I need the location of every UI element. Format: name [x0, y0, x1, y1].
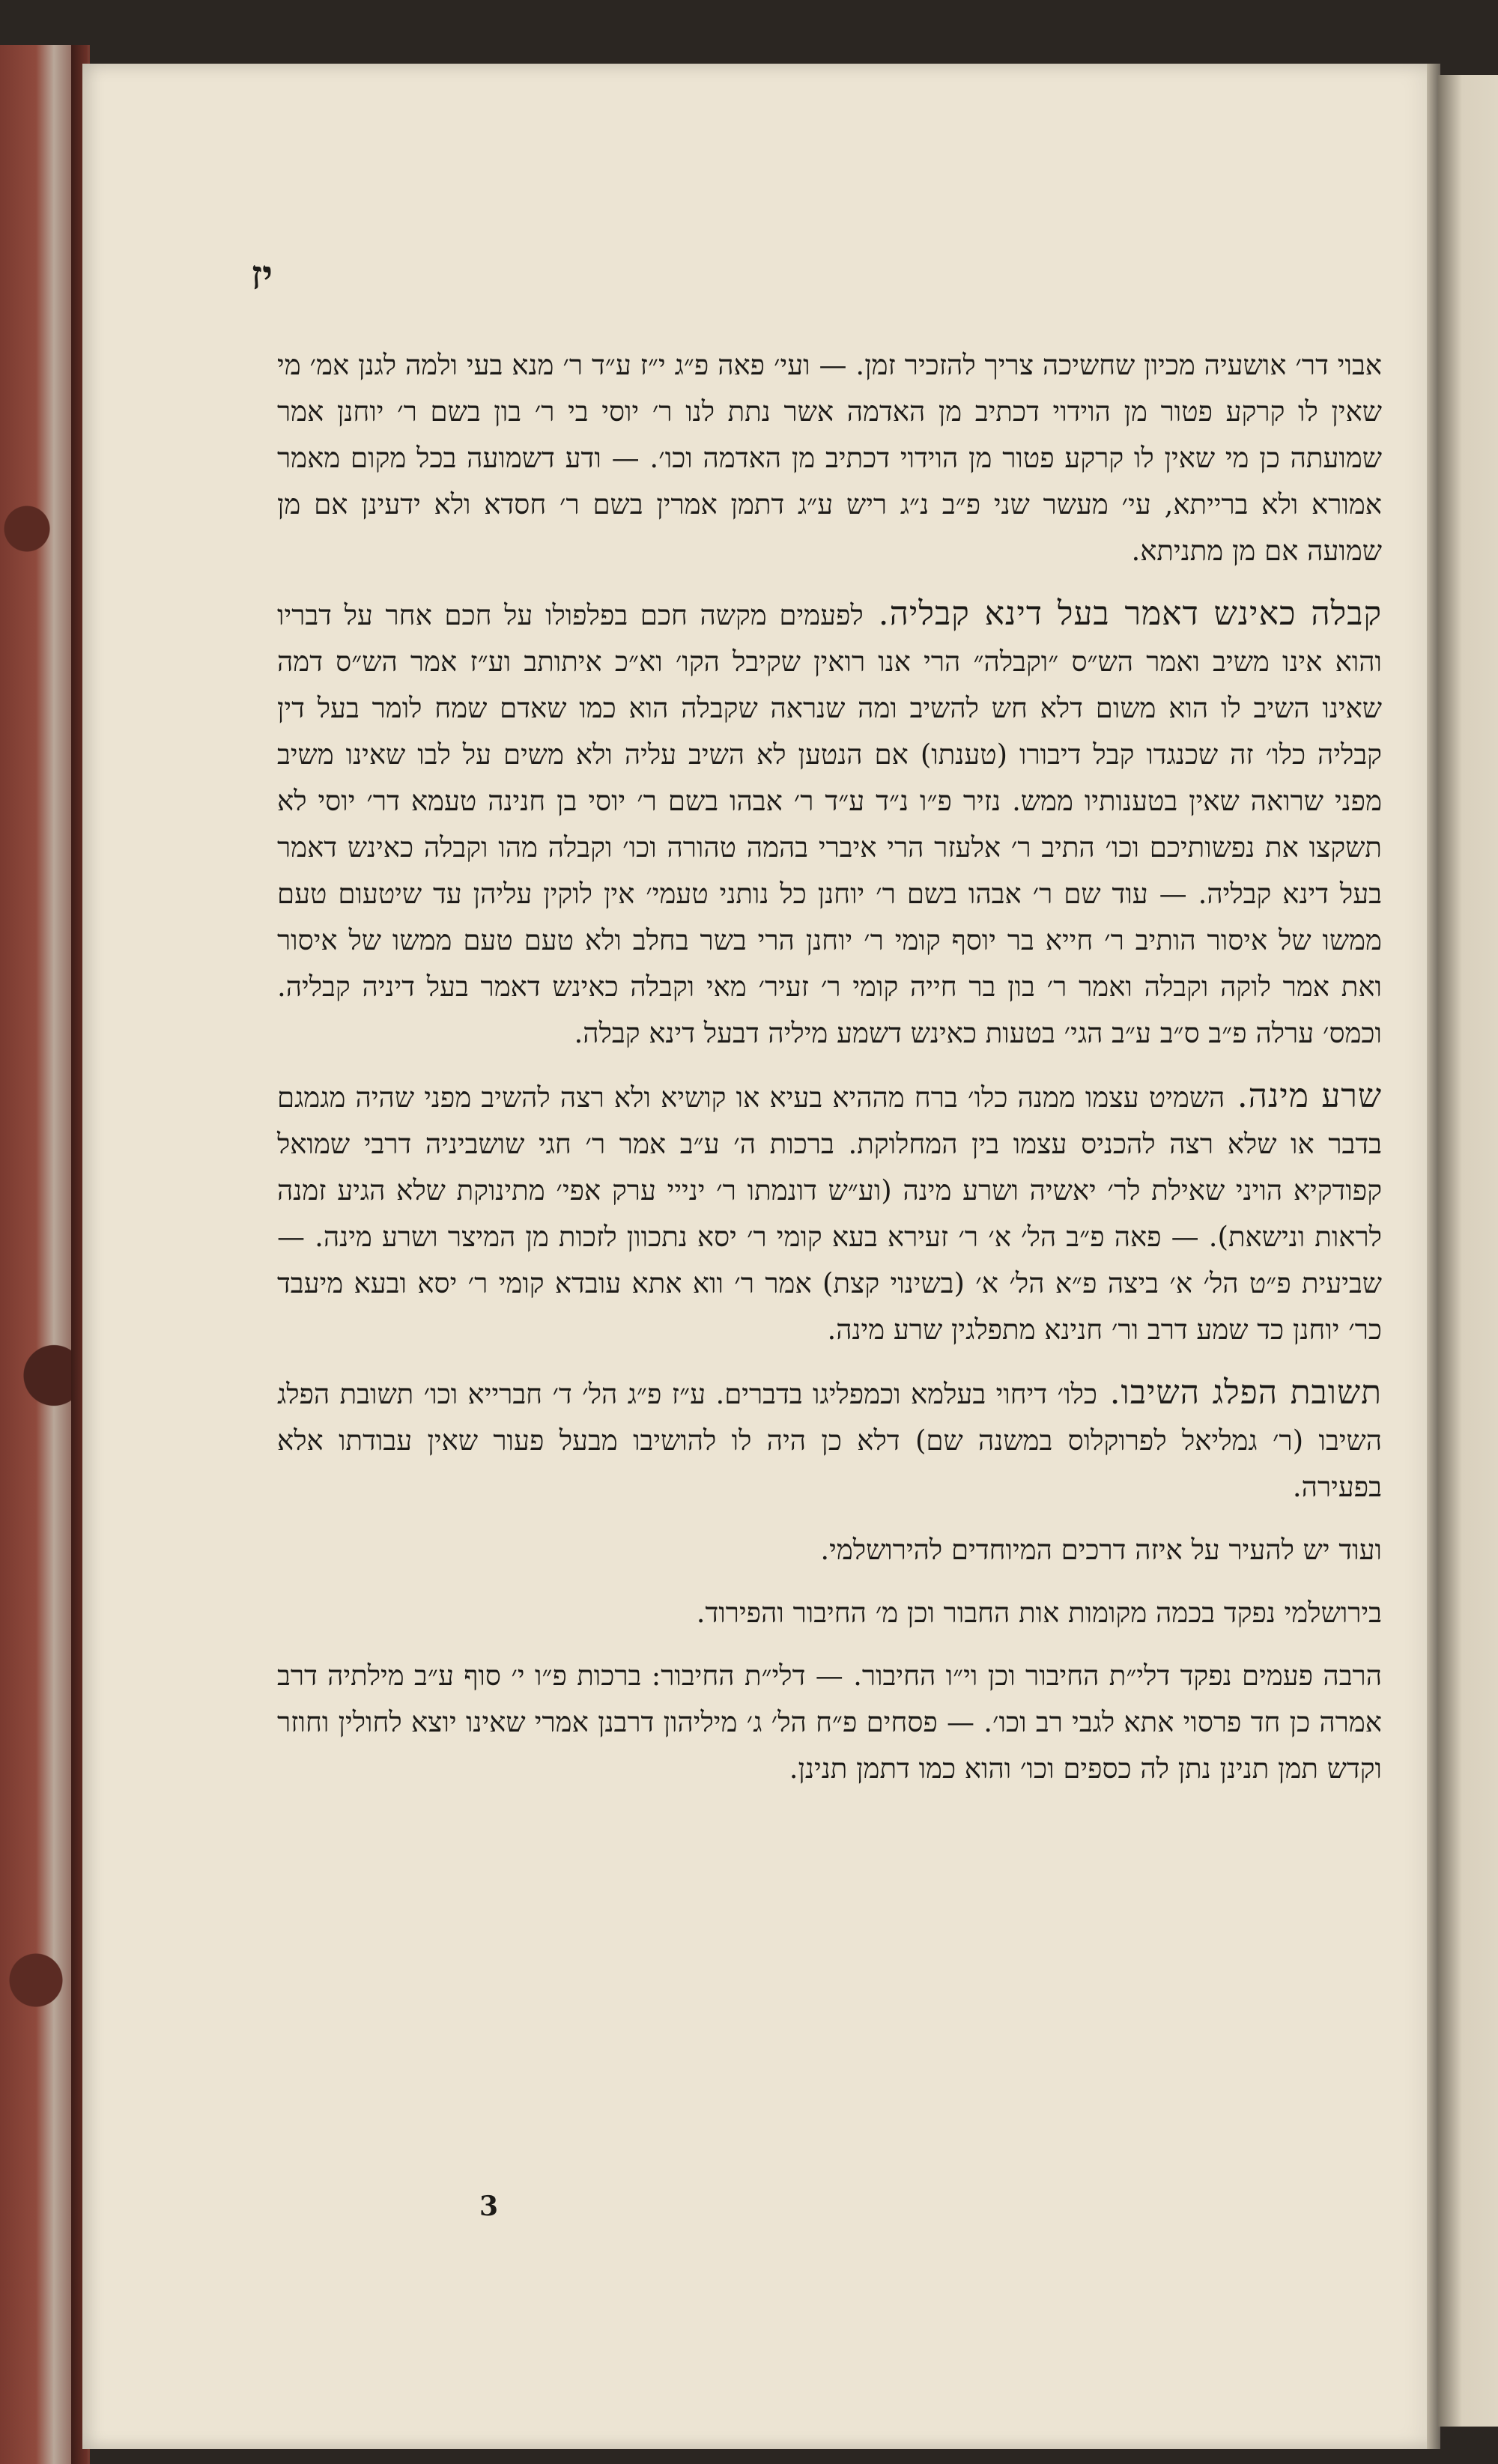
paragraph [277, 1073, 1382, 1353]
paragraph [277, 1653, 1382, 1792]
paragraph-body: אבוי דר׳ אושעיה מכיון שחשיכה צריך להזכיר זמן. — ועי׳ פאה פ״ג י״ז ע״ד ר׳ מנא בעי ולמה לגנן אמ׳ מי שאין לו קרקע פטור מן הוידוי דכתיב מן האדמה אשר נתת לנו ר׳ יוסי בי ר׳ בון בשם ר׳ יוחנן אמר שמועתה כן מי שאין לו קרקע פטור מן הוידוי דכתיב מן האדמה וכו׳. — ודע דשמועה בכל מקום מאמר אמורא ולא ברייתא, עי׳ מעשר שני פ״ב נ״ג ריש ע״ג דתמן אמרין בשם ר׳ חסדא ולא ידעינן אם מן שמועה אם מן מתניתא. [277, 349, 1382, 567]
page-footer-number: 3 [479, 2191, 499, 2222]
paragraph-body: השמיט עצמו ממנה כלו׳ ברח מההיא בעיא או קושיא ולא רצה להשיב מפני שהיה מגמגם בדבר או שלא רצה להכניס עצמו בין המחלוקת. ברכות ה׳ ע״ב אמר ר׳ חגי שושביניה דרבי שמואל קפודקיא הויני שאילת לר׳ יאשיה ושרע מינה (וע״ש דונמתו ר׳ ינייי ערק אפי׳ מתינוקת שלא הגיע זמנה לראות ונישאת). — פאה פ״ב הל׳ א׳ ר׳ זעירא בעא קומי ר׳ יסא נתכוון לזכות מן המיצר ושרע מינה. — שביעית פ״ט הל׳ א׳ ביצה פ״א הל׳ א׳ (בשינוי קצת) אמר ר׳ ווא אתא עובדא קומי ר׳ יסא ובעא מיעבד כר׳ יוחנן כד שמע דרב ור׳ חנינא מתפלגין שרע מינה. [277, 1081, 1382, 1346]
main-text [277, 341, 1382, 1809]
paragraph-heading: קבלה כאינש דאמר בעל דינא קבליה. [863, 595, 1383, 633]
next-page-edge [1438, 75, 1498, 2427]
paragraph [277, 1590, 1382, 1636]
paragraph [277, 341, 1382, 574]
paragraph-body: הרבה פעמים נפקד דלי״ת החיבור וכן וי״ו החיבור. — דלי״ת החיבור: ברכות פ״ו י׳ סוף ע״ב מילתיה דרב אמרה כן חד פרסוי אתא לגבי רב וכו׳. — פסחים פ״ח הל׳ ג׳ מיליהון דרבנן אמרי שאינו יוצא לחולין וחוזר וקדש תמן תנינן נתן לה כספים וכו׳ והוא כמו דתמן תנינן. [277, 1660, 1382, 1785]
paragraph [277, 1370, 1382, 1511]
page-header-number: יז [251, 251, 273, 299]
paragraph-body: בירושלמי נפקד בכמה מקומות אות החבור וכן מ׳ החיבור והפירוד. [696, 1597, 1382, 1629]
paragraph [277, 1527, 1382, 1574]
paragraph [277, 591, 1382, 1057]
paragraph-body: ועוד יש להעיר על איזה דרכים המיוחדים להירושלמי. [820, 1534, 1382, 1566]
paragraph-heading: שרע מינה. [1225, 1077, 1382, 1115]
paragraph-body: לפעמים מקשה חכם בפלפולו על חכם אחר על דבריו והוא אינו משיב ואמר הש״ס ״וקבלה״ הרי אנו רואין שקיבל הקו׳ וא״כ איתותב וע״ז אמר הש״ס דמה שאינו השיב לו הוא משום דלא חש להשיב ומה שנראה שקבלה הוא כמו שאדם שמח לומר בעל דין קבליה כלו׳ זה שכנגדו קבל דיבורו (טענתו) אם הנטען לא השיב עליה ולא משים על לבו שאינו משיב מפני שרואה שאין בטענותיו ממש. נזיר פ״ו נ״ד ע״ד ר׳ אבהו בשם ר׳ יוסי בן חנינה טעמא דר׳ יוסי לא תשקצו את נפשותיכם וכו׳ התיב ר׳ אלעזר הרי איברי בהמה טהורה וכו׳ וקבלה מהו וקבלה כאינש דאמר בעל דינא קבליה. — עוד שם ר׳ אבהו בשם ר׳ יוחנן כל נותני טעמי׳ אין לוקין עליהן עד שיטעום טעם ממשו של איסור הותיב ר׳ חייא בר יוסף קומי ר׳ יוחנן הרי בשר בחלב ולא טעם טעם ממשו של איסור ואת אמר לוקה וקבלה ואמר ר׳ בון בר חייה קומי ר׳ זעיר׳ מאי וקבלה כאינש דאמר בעל דיניה קבליה. וכמס׳ ערלה פ״ב ס״ב ע״ב הגי׳ בטעות כאינש דשמע מיליה דבעל דינא קבלה. [277, 599, 1382, 1049]
paragraph-body: כלו׳ דיחוי בעלמא וכמפליגו בדברים. ע״ז פ״ג הל׳ ד׳ חברייא וכו׳ תשובת הפלג השיבו (ר׳ גמליאל לפרוקלוס במשנה שם) דלא כן היה לו להושיבו מבעל פעור שאין עבודתו אלא בפעירה. [277, 1378, 1382, 1503]
paragraph-heading: תשובת הפלג השיבו. [1097, 1374, 1382, 1412]
